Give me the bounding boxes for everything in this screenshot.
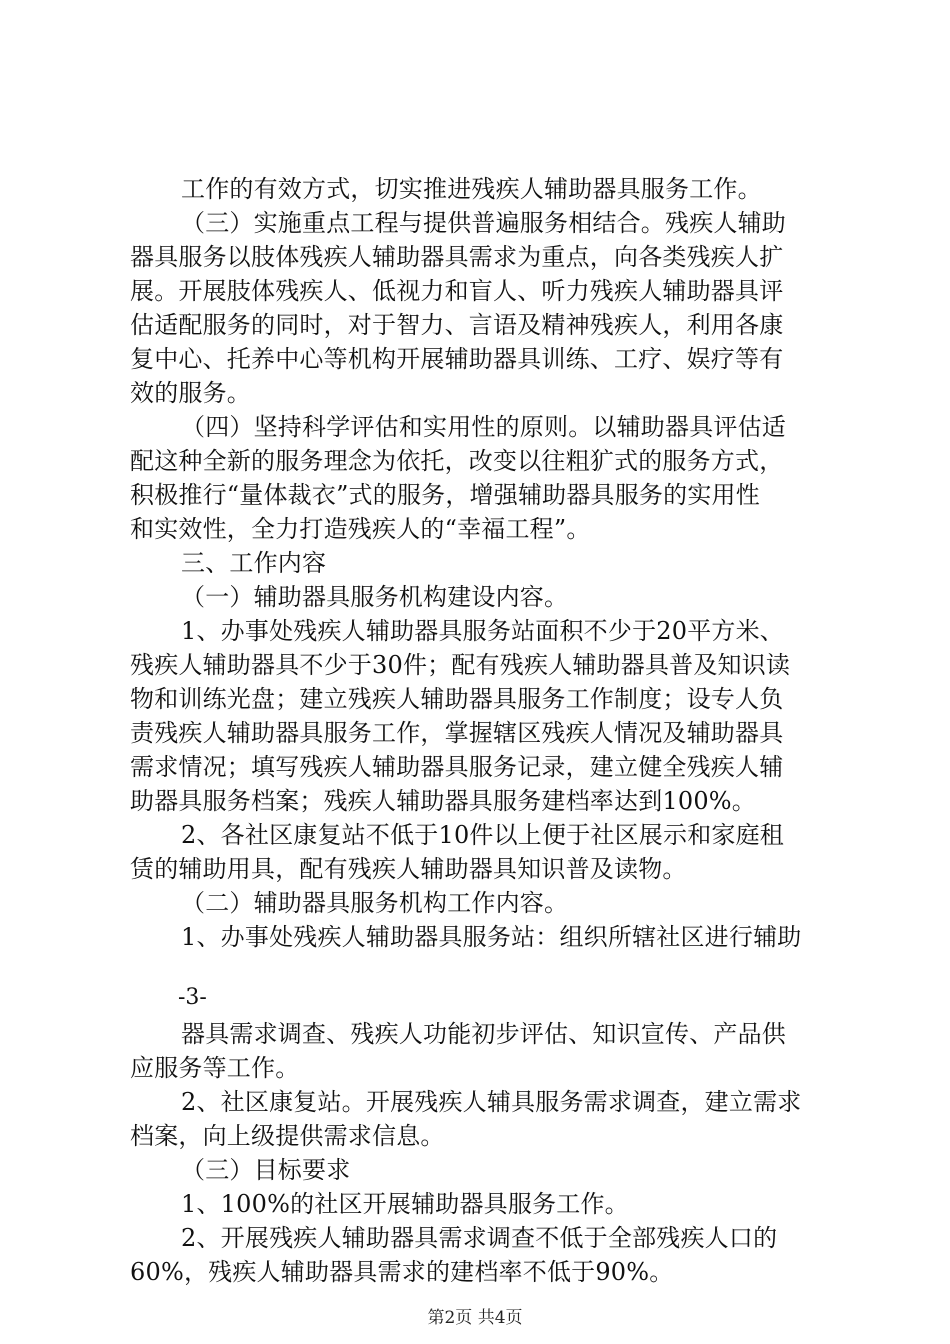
text-line: 应服务等工作。 — [130, 1054, 300, 1082]
text-line: 复中心、托养中心等机构开展辅助器具训练、工疗、娱疗等有 — [130, 345, 784, 373]
text-line: 配这种全新的服务理念为依托，改变以往粗犷式的服务方式， — [130, 447, 784, 475]
text-line: 工作的有效方式，切实推进残疾人辅助器具服务工作。 — [181, 175, 762, 203]
text-line: 助器具服务档案；残疾人辅助器具服务建档率达到100%。 — [130, 787, 757, 815]
text-line: 需求情况；填写残疾人辅助器具服务记录，建立健全残疾人辅 — [130, 753, 784, 781]
text-line: （四）坚持科学评估和实用性的原则。以辅助器具评估适 — [181, 413, 786, 441]
text-line: 责残疾人辅助器具服务工作，掌握辖区残疾人情况及辅助器具 — [130, 719, 784, 747]
text-line: 1、办事处残疾人辅助器具服务站面积不少于20平方米、 — [181, 617, 785, 645]
text-line: 残疾人辅助器具不少于30件；配有残疾人辅助器具普及知识读 — [130, 651, 791, 679]
text-line: 估适配服务的同时，对于智力、言语及精神残疾人，利用各康 — [130, 311, 784, 339]
text-line: 2、社区康复站。开展残疾人辅具服务需求调查，建立需求 — [181, 1088, 802, 1116]
text-line: （一）辅助器具服务机构建设内容。 — [181, 583, 569, 611]
text-line: 物和训练光盘；建立残疾人辅助器具服务工作制度；设专人负 — [130, 685, 784, 713]
text-line: 赁的辅助用具，配有残疾人辅助器具知识普及读物。 — [130, 855, 687, 883]
text-line: （三）实施重点工程与提供普遍服务相结合。残疾人辅助 — [181, 209, 786, 237]
section-heading: 三、工作内容 — [181, 549, 327, 577]
page-footer: 第2页 共4页 — [427, 1308, 523, 1328]
text-line: 效的服务。 — [130, 379, 251, 407]
text-line: 和实效性，全力打造残疾人的“幸福工程”。 — [130, 515, 591, 543]
text-line: （三）目标要求 — [181, 1156, 351, 1184]
page-marker: -3- — [178, 985, 207, 1010]
text-line: 器具需求调查、残疾人功能初步评估、知识宣传、产品供 — [181, 1020, 786, 1048]
text-line: （二）辅助器具服务机构工作内容。 — [181, 889, 569, 917]
text-line: 1、100%的社区开展辅助器具服务工作。 — [181, 1190, 629, 1218]
text-line: 1、办事处残疾人辅助器具服务站：组织所辖社区进行辅助 — [181, 923, 802, 951]
text-line: 2、开展残疾人辅助器具需求调查不低于全部残疾人口的 — [181, 1224, 778, 1252]
text-line: 2、各社区康复站不低于10件以上便于社区展示和家庭租 — [181, 821, 785, 849]
text-line: 60%，残疾人辅助器具需求的建档率不低于90%。 — [130, 1258, 674, 1286]
text-line: 积极推行“量体裁衣”式的服务，增强辅助器具服务的实用性 — [130, 481, 760, 509]
text-line: 档案，向上级提供需求信息。 — [130, 1122, 445, 1150]
text-line: 展。开展肢体残疾人、低视力和盲人、听力残疾人辅助器具评 — [130, 277, 784, 305]
text-line: 器具服务以肢体残疾人辅助器具需求为重点，向各类残疾人扩 — [130, 243, 784, 271]
